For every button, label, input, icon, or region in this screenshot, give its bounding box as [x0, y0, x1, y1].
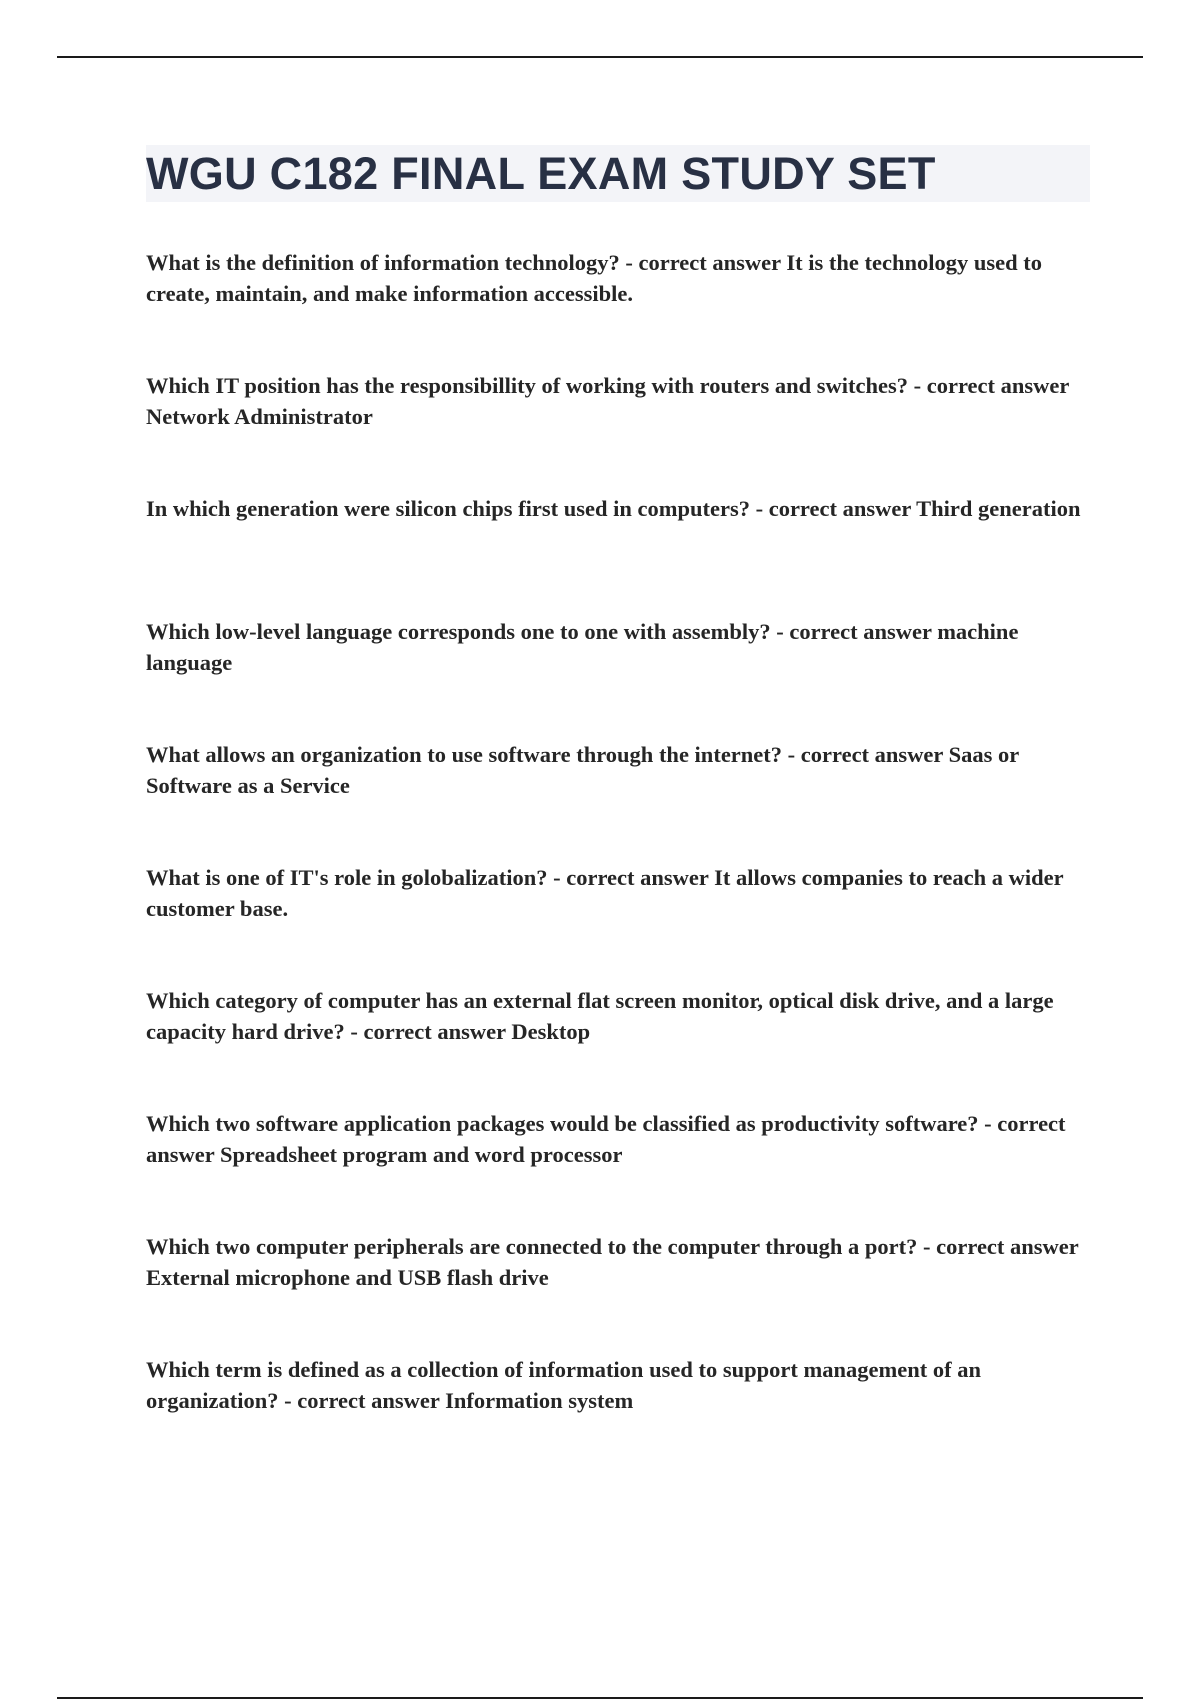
question-item-4: Which low-level language corresponds one to one with assembly? - correct answer machine language	[146, 619, 1019, 675]
question-item-5: What allows an organization to use software through the internet? - correct answer Saas or Software as a Service	[146, 742, 1019, 798]
question-item-10: Which term is defined as a collection of information used to support management of an organization? - correct answer Information system	[146, 1357, 981, 1413]
question-item-1: What is the definition of information technology? - correct answer It is the technology used to create, maintain, and make information accessible.	[146, 250, 1042, 306]
question-item-9: Which two computer peripherals are connected to the computer through a port? - correct answer External microphone and USB flash drive	[146, 1234, 1079, 1290]
document-title: WGU C182 FINAL EXAM STUDY SET	[146, 148, 936, 199]
title-banner	[146, 145, 1090, 202]
question-item-6: What is one of IT's role in golobalization? - correct answer It allows companies to reach a wider customer base.	[146, 865, 1064, 921]
document-body	[146, 145, 1090, 1477]
bottom-divider	[57, 1697, 1143, 1699]
top-divider	[57, 56, 1143, 58]
question-item-2: Which IT position has the responsibillity of working with routers and switches? - correct answer Network Administrator	[146, 373, 1069, 429]
question-item-7: Which category of computer has an external flat screen monitor, optical disk drive, and a large capacity hard drive? - correct answer Desktop	[146, 988, 1054, 1044]
question-item-3: In which generation were silicon chips first used in computers? - correct answer Third generation	[146, 496, 1081, 521]
question-item-8: Which two software application packages would be classified as productivity software? - correct answer Spreadsheet program and word processor	[146, 1111, 1066, 1167]
question-list	[146, 247, 1090, 1416]
